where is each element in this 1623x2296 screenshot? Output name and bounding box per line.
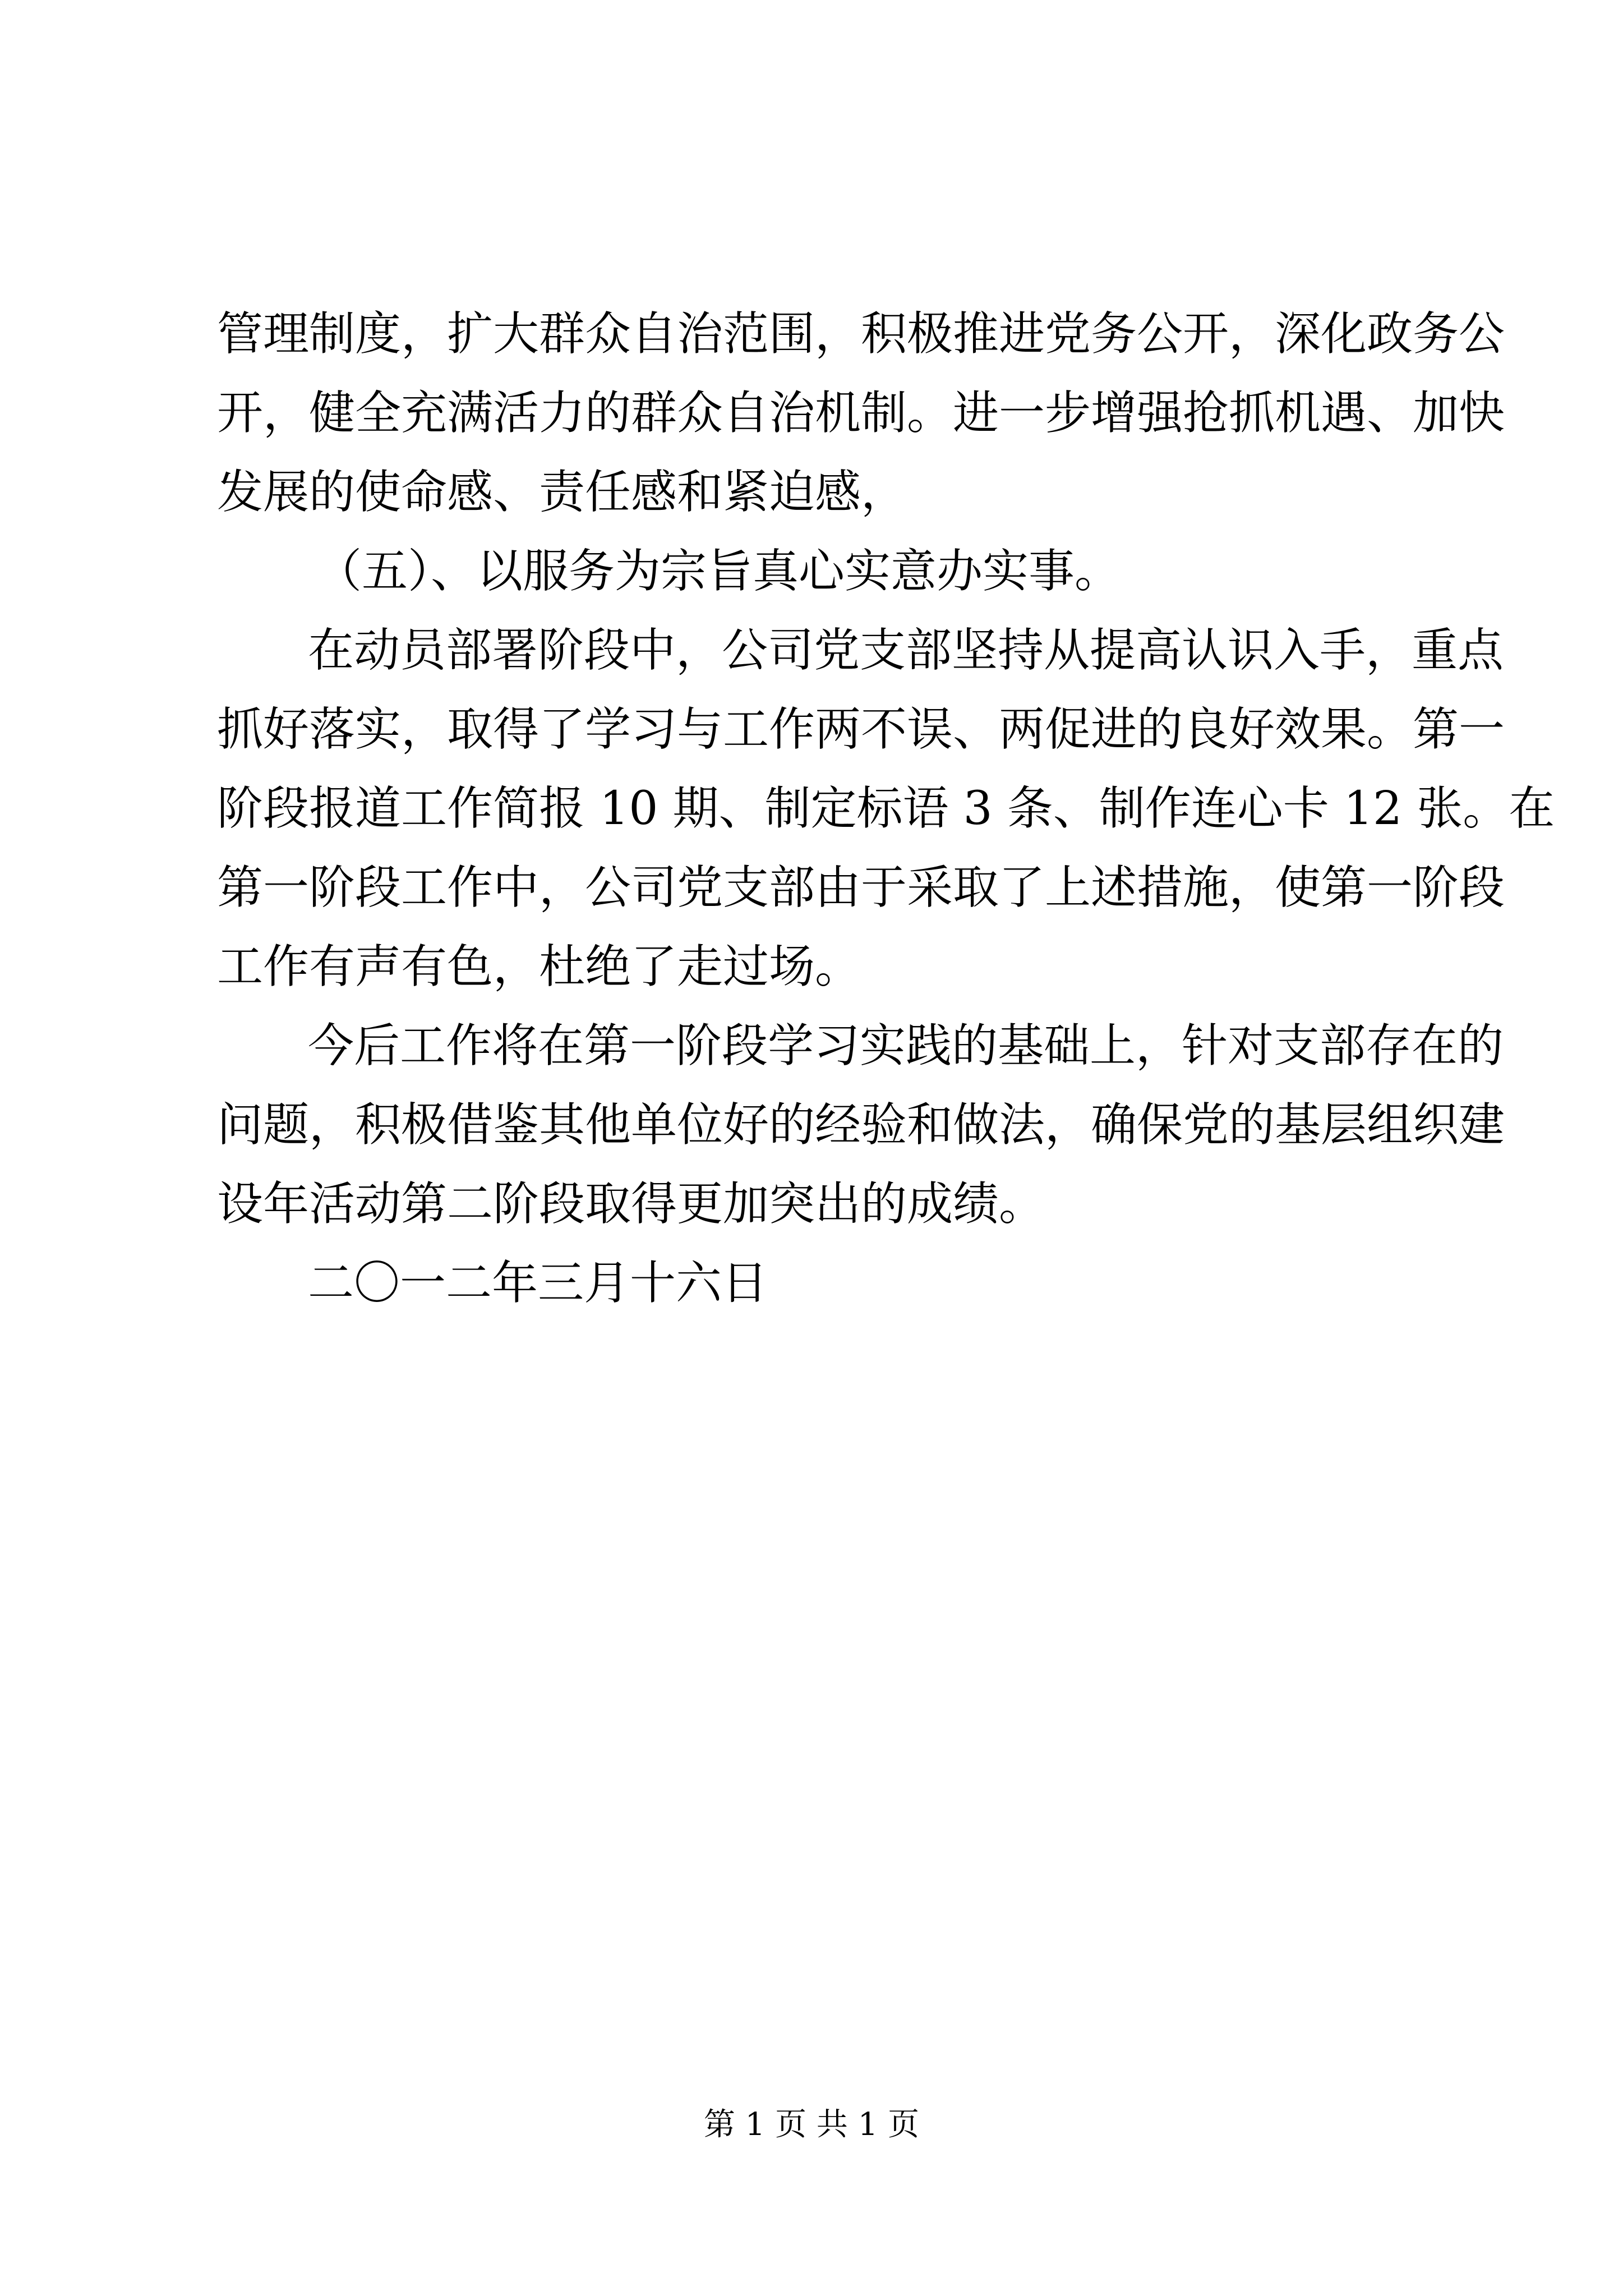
text-line: 问题，积极借鉴其他单位好的经验和做法，确保党的基层组织建 — [217, 1098, 1505, 1152]
text-line: 工作有声有色，杜绝了走过场。 — [217, 940, 861, 993]
text-line: 今后工作将在第一阶段学习实践的基础上，针对支部存在的 — [308, 1019, 1504, 1073]
text-line: 阶段报道工作简报 10 期、制定标语 3 条、制作连心卡 12 张。在 — [217, 782, 1555, 835]
text-line: 管理制度，扩大群众自治范围，积极推进党务公开，深化政务公 — [217, 307, 1505, 361]
section-heading: （五）、以服务为宗旨真心实意办实事。 — [316, 545, 1121, 598]
text-line: 在动员部署阶段中，公司党支部坚持从提高认识入手，重点 — [308, 624, 1504, 677]
page-footer — [0, 2102, 1623, 2147]
paragraph-future-work — [217, 1006, 1505, 1244]
document-body — [217, 295, 1555, 1323]
paragraph-mobilization — [217, 611, 1555, 1006]
section-heading-five — [217, 532, 1417, 611]
text-line: 发展的使命感、责任感和紧迫感， — [217, 466, 907, 519]
page-number-info: 第 1 页 共 1 页 — [703, 2106, 920, 2143]
text-line: 设年活动第二阶段取得更加突出的成绩。 — [217, 1177, 1045, 1231]
text-line: 开，健全充满活力的群众自治机制。进一步增强抢抓机遇、加快 — [217, 386, 1505, 440]
paragraph-date — [217, 1244, 1417, 1323]
text-line: 抓好落实，取得了学习与工作两不误、两促进的良好效果。第一 — [217, 703, 1505, 756]
paragraph-governance — [217, 295, 1505, 532]
text-line: 第一阶段工作中，公司党支部由于采取了上述措施，使第一阶段 — [217, 861, 1505, 914]
document-date: 二〇一二年三月十六日 — [308, 1257, 768, 1310]
